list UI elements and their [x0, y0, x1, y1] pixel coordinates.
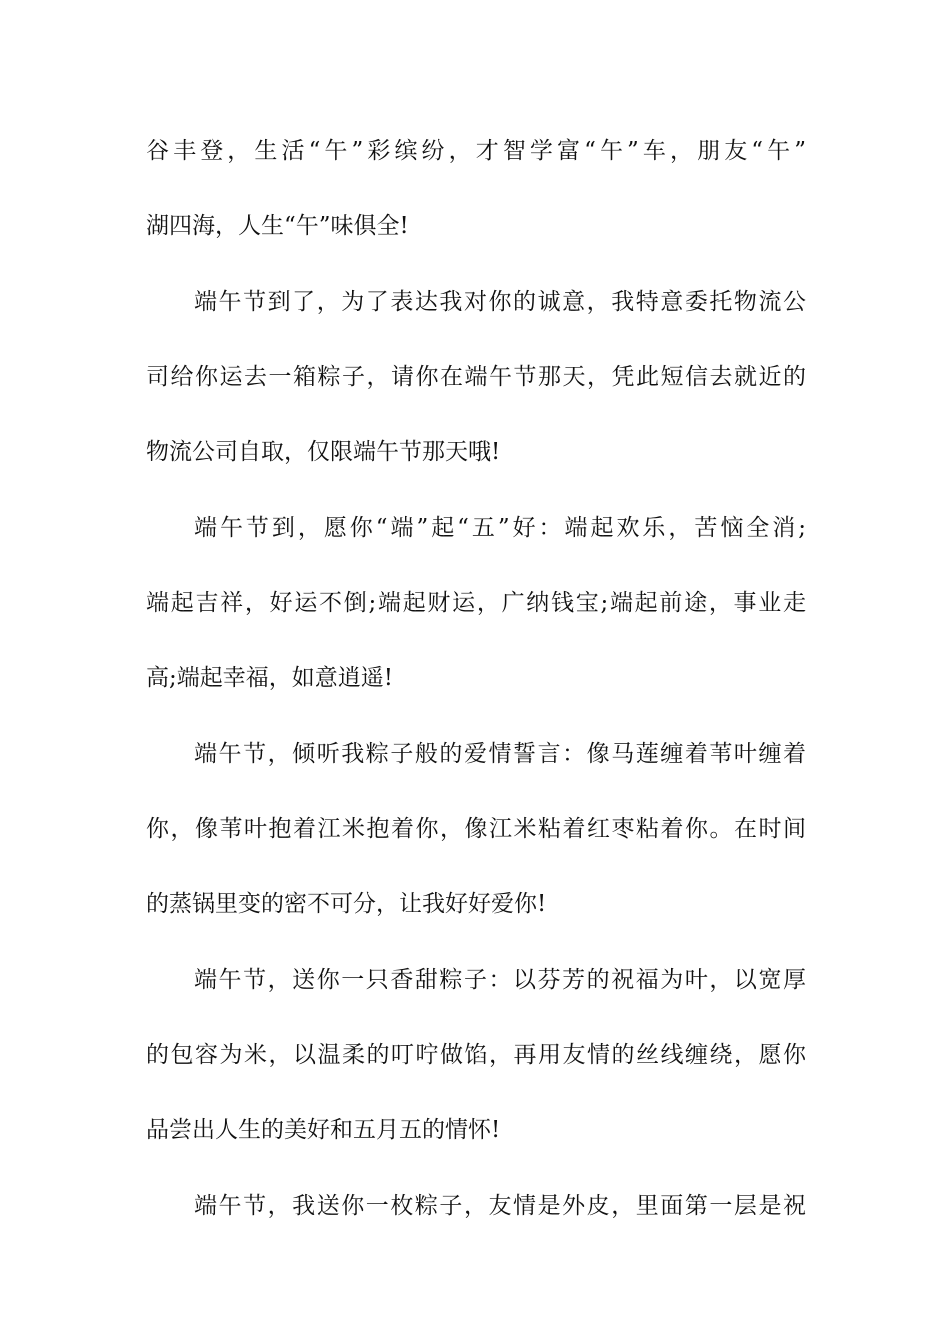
paragraph-first-line: 端午节，我送你一枚粽子，友情是外皮，里面第一层是祝	[194, 1193, 806, 1219]
text-line: 司给你运去一箱粽子，请你在端午节那天，凭此短信去就近的	[146, 364, 806, 390]
text-line: 你，像苇叶抱着江米抱着你，像江米粘着红枣粘着你。在时间	[146, 816, 806, 842]
paragraph-first-line: 端午节到，愿你“端”起“五”好：端起欢乐，苦恼全消;	[194, 515, 806, 541]
paragraph-first-line: 端午节，送你一只香甜粽子：以芬芳的祝福为叶，以宽厚	[194, 967, 806, 993]
text-line: 物流公司自取，仅限端午节那天哦!	[146, 439, 501, 465]
text-line: 端起吉祥，好运不倒;端起财运，广纳钱宝;端起前途，事业走	[146, 590, 806, 616]
text-line: 湖四海，人生“午”味俱全!	[146, 213, 409, 239]
paragraph-first-line: 端午节到了，为了表达我对你的诚意，我特意委托物流公	[194, 289, 806, 315]
text-line: 的蒸锅里变的密不可分，让我好好爱你!	[146, 891, 547, 917]
text-line: 的包容为米，以温柔的叮咛做馅，再用友情的丝线缠绕，愿你	[146, 1042, 806, 1068]
text-line: 谷丰登，生活“午”彩缤纷，才智学富“午”车，朋友“午”	[146, 138, 806, 164]
paragraph-first-line: 端午节，倾听我粽子般的爱情誓言：像马莲缠着苇叶缠着	[194, 741, 806, 767]
text-line: 品尝出人生的美好和五月五的情怀!	[146, 1117, 501, 1143]
text-line: 高;端起幸福，如意逍遥!	[146, 665, 393, 691]
